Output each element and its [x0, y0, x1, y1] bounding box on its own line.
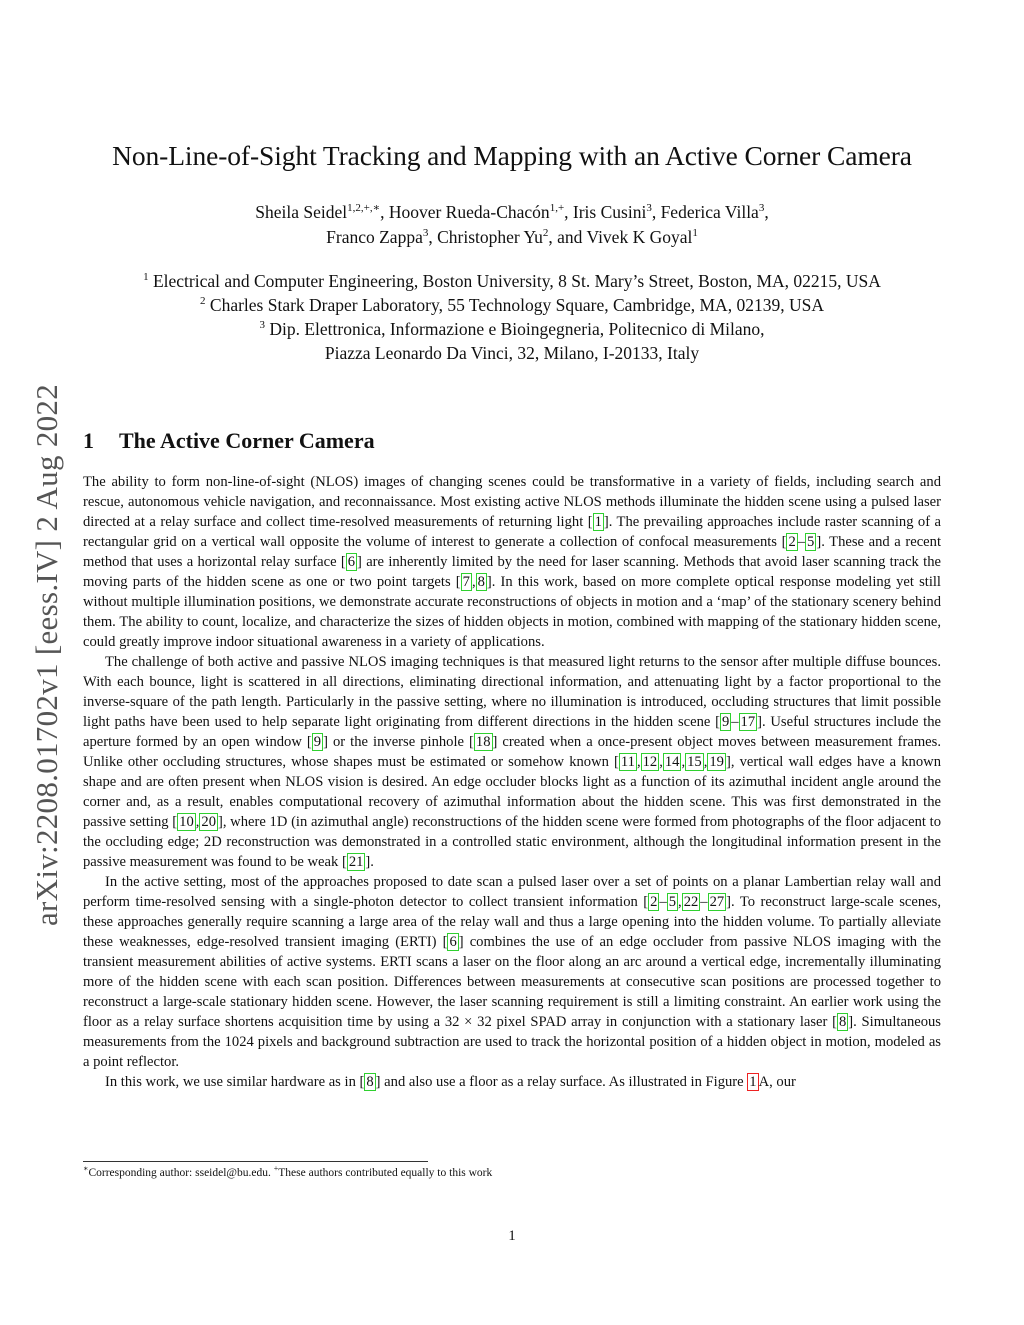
paragraph-text: – — [659, 894, 667, 910]
paragraph-text: , — [678, 894, 682, 910]
arxiv-identifier-text: arXiv:2208.01702v1 [eess.IV] 2 Aug 2022 — [29, 383, 64, 927]
paragraph-text: , — [681, 754, 686, 770]
paragraph-text: ] combines the use of an edge occluder from passive NLOS imaging with the transient measurement abilities of active systems. ERTI scans a laser on the floor along an arc around a vertical edge, incrementally illuminating more of the hidden scene with each scan position. Differences between measurements at consecutive scan positions are processed together to reconstruct a large-scale stationary hidden scene. However, the laser scanning requirement is still a limiting constraint. An earlier work using the floor as a relay surface shortens acquisition time by using a 32 × 32 pixel SPAD array in conjunction with a stationary laser [ — [83, 934, 941, 1030]
paragraph-text: In the active setting, most of the approaches proposed to date scan a pulsed laser over a set of points on a planar Lambertian relay wall and perform time-resolved sensing with a single-photon detector to collect transient information [ — [83, 874, 941, 910]
affiliation-text: Charles Stark Draper Laboratory, 55 Technology Square, Cambridge, MA, 02139, USA — [205, 295, 824, 315]
paragraph — [83, 472, 941, 652]
citation-link[interactable]: 10 — [179, 814, 194, 830]
affiliation-number: 3 — [259, 319, 265, 332]
affiliation-text: Dip. Elettronica, Informazione e Bioingegneria, Politecnico di Milano, — [264, 319, 765, 339]
paragraph-text: ]. Useful structures include the aperture formed by an open window [ — [83, 714, 941, 750]
author-affiliation-marker: 1 — [692, 227, 698, 240]
paragraph-text: ]. — [365, 854, 374, 870]
citation-link[interactable]: 5 — [807, 534, 815, 550]
author-name: , and Vivek K Goyal — [548, 227, 693, 247]
citation-link[interactable]: 21 — [348, 854, 364, 870]
citation-link[interactable]: 9 — [313, 734, 322, 750]
paragraph-text: , — [195, 814, 200, 830]
paragraph-text: , — [471, 574, 476, 590]
affiliation — [60, 293, 964, 317]
paragraph-text: ] or the inverse pinhole [ — [323, 734, 474, 750]
author-affiliation-marker: 1,+ — [549, 202, 565, 215]
paragraph — [83, 872, 941, 1072]
paragraph-text: ] created when a once-present object moves between measurement frames. Unlike other occluding structures, whose shapes must be estimated or somehow known [ — [83, 734, 941, 770]
paragraph-text: ] are inherently limited by the need for laser scanning. Methods that avoid laser scanning track the moving parts of the hidden scene as one or two point targets [ — [83, 554, 941, 590]
footnote-plus: + — [273, 1164, 279, 1174]
paragraph-text: ], vertical wall edges have a known shape and are often present when NLOS vision is desired. An edge occluder blocks light as a function of its azimuthal incident angle around the corner and, as a result, enables computational recovery of azimuthal information about the hidden scene. This was first demonstrated in the passive setting [ — [83, 754, 941, 830]
footnote-star: ∗ — [83, 1164, 89, 1174]
author-name: , Hoover Rueda-Chacón — [380, 202, 550, 222]
author-affiliation-marker: 3 — [422, 227, 429, 240]
paragraph-text: ]. To reconstruct large-scale scenes, these approaches generally require scanning a large area of the relay wall and thus a large opening into the hidden volume. To partially alleviate these weaknesses, edge-resolved transient imaging (ERTI) [ — [83, 894, 941, 950]
footnote — [83, 1165, 492, 1181]
paragraph-text: ]. These and a recent method that uses a horizontal relay surface [ — [83, 534, 941, 570]
citation-link[interactable]: 12 — [642, 754, 658, 770]
paper-title: Non-Line-of-Sight Tracking and Mapping with an Active Corner Camera — [112, 140, 912, 171]
body-text — [83, 472, 941, 1092]
citation-link[interactable]: 11 — [620, 754, 635, 770]
citation-link[interactable]: 20 — [201, 814, 216, 830]
paragraph-text: – — [731, 714, 739, 730]
author-name: Sheila Seidel — [255, 202, 348, 222]
affiliation-continuation: Piazza Leonardo Da Vinci, 32, Milano, I-20133, Italy — [324, 343, 700, 363]
affiliation — [60, 269, 964, 293]
arxiv-identifier — [17, 355, 77, 955]
paragraph-text: The ability to form non-line-of-sight (NLOS) images of changing scenes could be transformative in a variety of fields, including search and rescue, autonomous vehicle navigation, and reconnaissance. Most existing active NLOS methods illuminate the hidden scene using a pulsed laser directed at a relay surface and collect time-resolved measurements of returning light [ — [83, 474, 941, 530]
paragraph-text: The challenge of both active and passive NLOS imaging techniques is that measured light returns to the sensor after multiple diffuse bounces. With each bounce, light is scattered in all directions, eliminating directional information, and attenuating light by a factor proportional to the inverse-square of the path length. Particularly in the passive setting, where no illumination is introduced, occluding structures that limit possible light paths have been used to help separate light originating from different directions in the hidden scene [ — [83, 654, 941, 730]
paragraph-text: ]. The prevailing approaches include raster scanning of a rectangular grid on a vertical wall opposite the volume of interest to generate a collection of confocal measurements [ — [83, 514, 942, 550]
footnote-text-1: Corresponding author: sseidel@bu.edu. — [88, 1167, 274, 1179]
figure-link[interactable]: 1 — [749, 1074, 757, 1090]
author-name: Franco Zappa — [326, 227, 423, 247]
paragraph-text: ]. In this work, based on more complete optical response modeling yet still without multiple illumination positions, we demonstrate accurate reconstructions of objects in motion and a ‘map’ of the stationary scenery behind them. The ability to count, localize, and characterize the sizes of hidden objects in motion, combined with mapping of the stationary hidden scene, could greatly improve indoor situational awareness in a variety of applications. — [83, 574, 941, 650]
paragraph-text: , — [703, 754, 708, 770]
author-name: , Iris Cusini — [564, 202, 647, 222]
citation-link[interactable]: 17 — [740, 714, 756, 730]
citation-link[interactable]: 2 — [650, 894, 658, 910]
author-name: , — [764, 202, 769, 222]
section-number: 1 — [83, 428, 94, 453]
citation-link[interactable]: 27 — [709, 894, 725, 910]
affiliation-number: 2 — [200, 295, 206, 308]
citation-link[interactable]: 15 — [687, 754, 702, 770]
paragraph-text: – — [700, 894, 708, 910]
affiliation-list — [60, 269, 964, 365]
paragraph-text: ]. Simultaneous measurements from the 1024 pixels and background subtraction are used to track the horizontal position of a hidden object in motion, modeled as a point reflector. — [83, 1014, 941, 1070]
section-title: The Active Corner Camera — [119, 428, 375, 453]
affiliation-number: 1 — [143, 271, 149, 284]
paragraph-text: ], where 1D (in azimuthal angle) reconstructions of the hidden scene were formed from photographs of the floor adjacent to the occluding edge; 2D reconstruction was demonstrated in a controlled static environment, although the longitudinal information present in the passive measurement was found to be weak [ — [83, 814, 941, 870]
citation-link[interactable]: 8 — [366, 1074, 374, 1090]
citation-link[interactable]: 18 — [475, 734, 491, 750]
citation-link[interactable]: 8 — [838, 1014, 847, 1030]
paragraph — [83, 652, 941, 872]
citation-link[interactable]: 9 — [721, 714, 730, 730]
citation-link[interactable]: 8 — [477, 574, 485, 590]
paragraph-text: ] and also use a floor as a relay surface. As illustrated in Figure — [375, 1074, 748, 1090]
citation-link[interactable]: 14 — [664, 754, 680, 770]
paragraph-text: , — [636, 754, 641, 770]
author-affiliation-marker: 3 — [758, 202, 765, 215]
footnote-text-2: These authors contributed equally to this work — [278, 1167, 493, 1179]
author-line-1 — [60, 200, 964, 225]
affiliation — [60, 317, 964, 341]
paragraph — [83, 1072, 941, 1092]
paragraph-text: – — [797, 534, 806, 550]
author-name: , Christopher Yu — [428, 227, 543, 247]
section-heading — [83, 428, 375, 454]
citation-link[interactable]: 2 — [788, 534, 796, 550]
affiliation-text: Electrical and Computer Engineering, Boston University, 8 St. Mary’s Street, Boston, MA, 02215, USA — [148, 271, 881, 291]
citation-link[interactable]: 7 — [462, 574, 470, 590]
citation-link[interactable]: 22 — [683, 894, 699, 910]
author-affiliation-marker: 2 — [542, 227, 549, 240]
citation-link[interactable]: 6 — [347, 554, 356, 570]
author-name: , Federica Villa — [651, 202, 759, 222]
author-affiliation-marker: 3 — [646, 202, 652, 215]
footnote-rule — [83, 1161, 428, 1162]
author-affiliation-marker: 1,2,+,∗ — [347, 202, 381, 215]
author-list — [60, 200, 964, 250]
author-line-2 — [60, 225, 964, 250]
paragraph-text: , — [659, 754, 663, 770]
citation-link[interactable]: 19 — [709, 754, 724, 770]
paragraph-text: A, our — [758, 1074, 796, 1090]
citation-link[interactable]: 1 — [594, 514, 602, 530]
paragraph-text: In this work, we use similar hardware as in [ — [105, 1074, 365, 1090]
citation-link[interactable]: 6 — [449, 934, 457, 950]
citation-link[interactable]: 5 — [668, 894, 677, 910]
page-number: 1 — [508, 1228, 516, 1244]
